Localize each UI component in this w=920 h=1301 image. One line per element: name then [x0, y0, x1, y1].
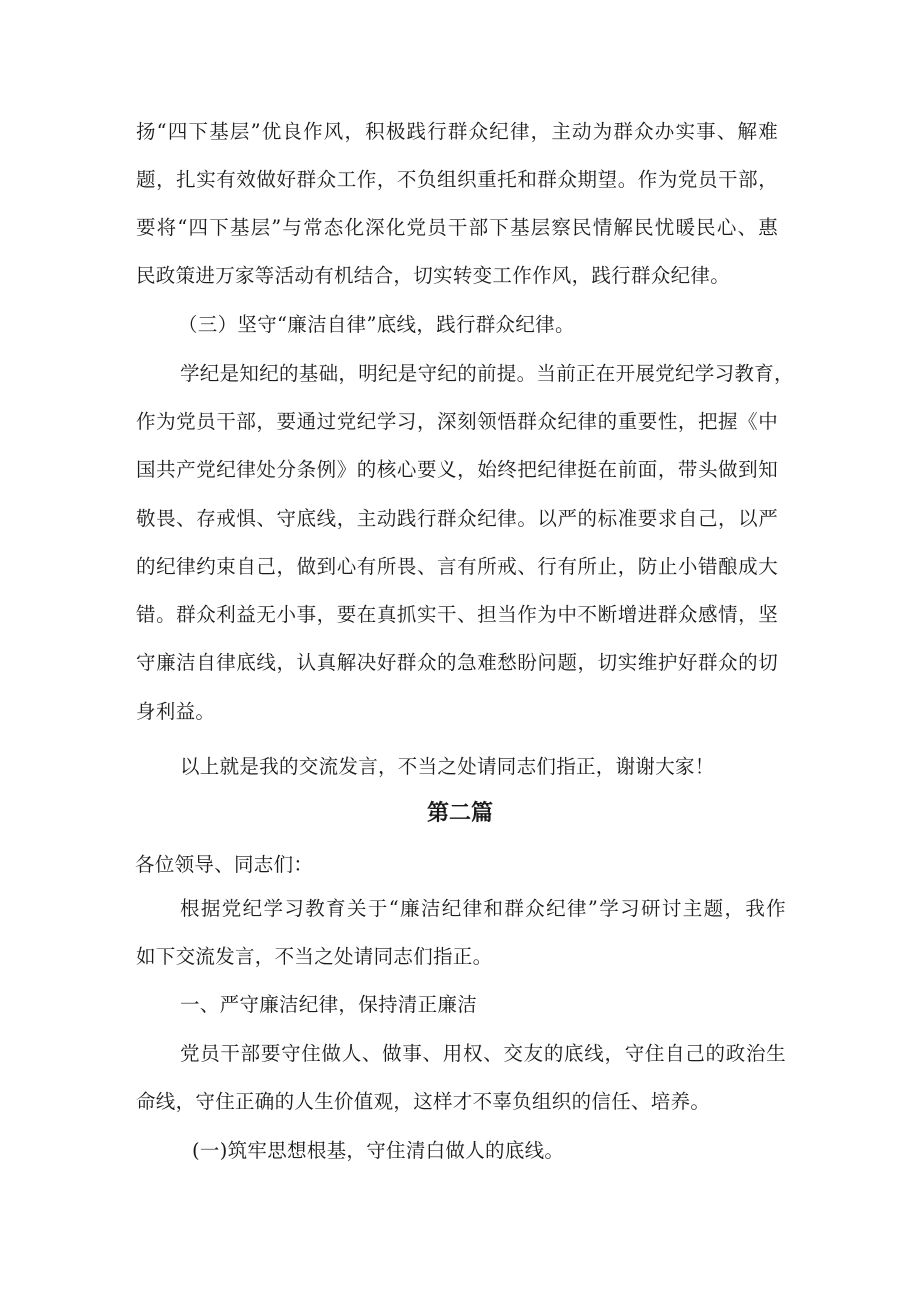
paragraph-line: 学纪是知纪的基础，明纪是守纪的前提。当前正在开展党纪学习教育， [180, 362, 794, 385]
paragraph-line: 守廉洁自律底线，认真解决好群众的急难愁盼问题，切实维护好群众的切 [136, 651, 778, 674]
paragraph-line: 要将“四下基层”与常态化深化党员干部下基层察民情解民忧暖民心、惠 [136, 216, 778, 239]
paragraph-line: 党员干部要守住做人、做事、用权、交友的底线，守住自己的政治生 [180, 1042, 786, 1065]
paragraph-line: 题，扎实有效做好群众工作，不负组织重托和群众期望。作为党员干部， [136, 168, 778, 191]
paragraph-line: 身利益。 [136, 700, 216, 723]
paragraph-line: 命线，守住正确的人生价值观，这样才不辜负组织的信任、培养。 [136, 1090, 711, 1113]
paragraph-line: 根据党纪学习教育关于“廉洁纪律和群众纪律”学习研讨主题，我作 [180, 897, 786, 920]
paragraph-line: 如下交流发言，不当之处请同志们指正。 [136, 945, 493, 968]
subheading-one: (一)筑牢思想根基，守住清白做人的底线。 [192, 1139, 565, 1162]
heading-one: 一、严守廉洁纪律，保持清正廉洁 [180, 993, 478, 1016]
paragraph-line: 错。群众利益无小事，要在真抓实干、担当作为中不断增进群众感情，坚 [136, 603, 778, 626]
section-title: 第二篇 [426, 801, 493, 826]
subheading-three: （三）坚守“廉洁自律”底线，践行群众纪律。 [178, 313, 575, 336]
paragraph-line: 国共产党纪律处分条例》的核心要义，始终把纪律挺在前面，带头做到知 [136, 458, 778, 481]
salutation: 各位领导、同志们： [135, 853, 314, 876]
paragraph-line: 民政策进万家等活动有机结合，切实转变工作作风，践行群众纪律。 [136, 264, 731, 287]
paragraph-line: 的纪律约束自己，做到心有所畏、言有所戒、行有所止，防止小错酿成大 [136, 555, 778, 578]
paragraph-line: 作为党员干部，要通过党纪学习，深刻领悟群众纪律的重要性，把握《中 [136, 410, 778, 433]
paragraph-line: 敬畏、存戒惧、守底线，主动践行群众纪律。以严的标准要求自己，以严 [136, 507, 778, 530]
paragraph-line: 扬“四下基层”优良作风，积极践行群众纪律，主动为群众办实事、解难 [136, 120, 778, 143]
closing-remark: 以上就是我的交流发言，不当之处请同志们指正，谢谢大家！ [180, 755, 715, 778]
